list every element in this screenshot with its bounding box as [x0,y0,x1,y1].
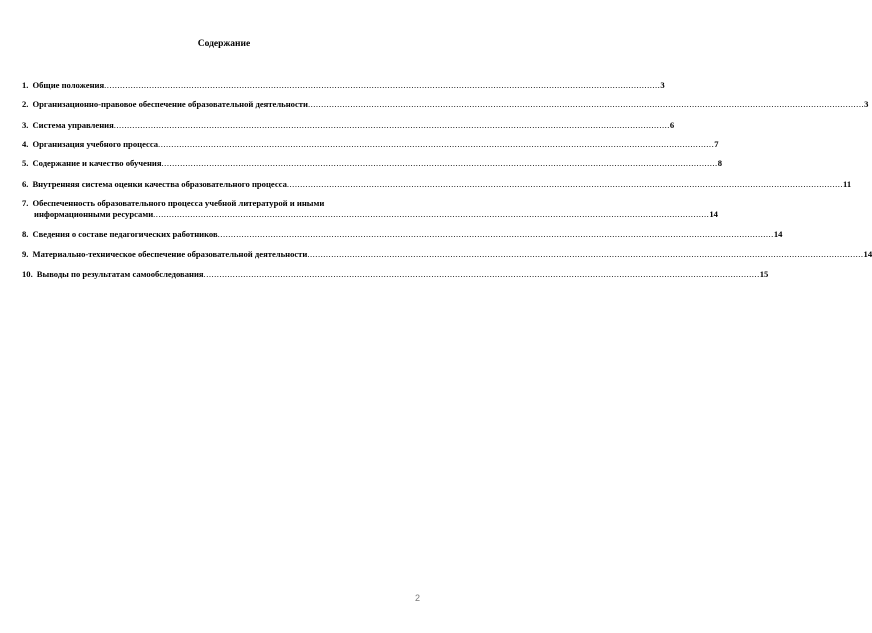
toc-entry-text: Организационно-правовое обеспечение образовательной деятельности [32,99,308,109]
toc-entry-page: 3 [660,80,665,90]
toc-entry-number: 5. [22,158,29,168]
toc-entry-7[interactable] [22,198,718,220]
toc-entry-page: 14 [709,209,718,219]
toc-entry-text: Обеспеченность образовательного процесса учебной литературой и иными [32,198,325,208]
toc-entry-number: 2. [22,99,29,109]
toc-entry-page: 8 [717,158,722,168]
toc-entry-10[interactable] [22,269,769,280]
toc-entry-5[interactable] [22,158,722,169]
toc-entry-4[interactable] [22,139,719,150]
toc-entry-text: Содержание и качество обучения [32,158,162,168]
toc-entry-page: 14 [773,229,783,239]
toc-entry-3[interactable] [22,120,675,131]
toc-dot-leader [308,99,864,110]
toc-dot-leader [104,80,660,91]
toc-entry-number: 3. [22,120,29,130]
toc-entry-text-continued: информационными ресурсами [34,209,154,219]
toc-entry-number: 10. [22,269,33,279]
toc-entry-text: Материально-техническое обеспечение образовательной деятельности [32,249,308,259]
toc-entry-8[interactable] [22,229,783,240]
toc-entry-page: 3 [864,99,869,109]
toc-entry-text: Система управления [32,120,114,130]
toc-entry-text: Общие положения [32,80,105,90]
toc-dot-leader [204,269,760,280]
toc-entry-1[interactable] [22,80,665,91]
toc-entry-number: 4. [22,139,29,149]
toc-entry-number: 1. [22,80,29,90]
page-number: 2 [414,593,420,603]
toc-entry-2[interactable] [22,99,869,110]
toc-dot-leader [114,120,670,131]
toc-entry-6[interactable] [22,179,852,190]
toc-entry-number: 8. [22,229,29,239]
toc-entry-page: 6 [669,120,675,130]
toc-entry-page: 11 [843,179,852,189]
toc-entry-number: 6. [22,179,29,189]
toc-entry-9[interactable] [22,249,872,260]
toc-entry-text: Организация учебного процесса [32,139,159,149]
toc-entry-text: Выводы по результатам самообследования [36,269,204,279]
toc-entry-number: 7. [22,198,29,208]
toc-dot-leader [287,179,843,190]
toc-entry-page: 15 [759,269,769,279]
toc-entry-number: 9. [22,249,29,259]
toc-title: Содержание [197,39,251,49]
toc-dot-leader [218,229,774,240]
toc-dot-leader [153,209,709,220]
toc-dot-leader [158,139,714,150]
toc-entry-text: Внутренняя система оценки качества образовательного процесса [32,179,287,189]
toc-dot-leader [162,158,718,169]
toc-entry-page: 14 [863,249,872,259]
toc-entry-text: Сведения о составе педагогических работников [32,229,218,239]
toc-dot-leader [307,249,863,260]
toc-entry-page: 7 [714,139,719,149]
